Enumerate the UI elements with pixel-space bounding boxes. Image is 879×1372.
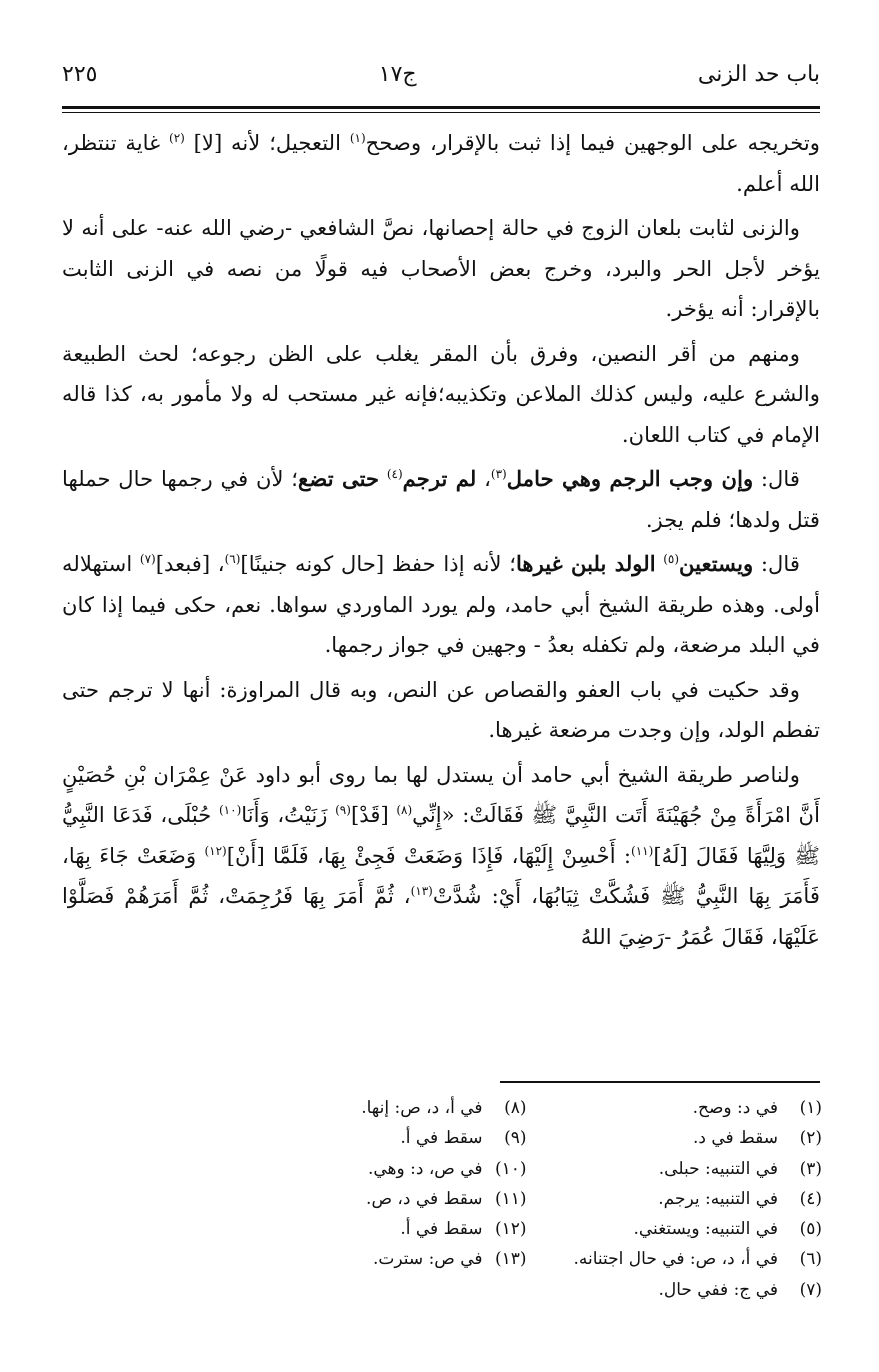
footnote-item — [527, 1244, 822, 1274]
footnote-marker: (٩) — [335, 802, 351, 817]
text-run: ، — [476, 466, 491, 491]
bold-text: الولد بلبن غيرها — [515, 551, 656, 576]
footnote-marker: (١٠) — [218, 802, 242, 817]
footnote-text: في أ، د، ص: في حال اجتنانه. — [573, 1249, 778, 1270]
footnote-text: سقط في أ. — [400, 1128, 483, 1149]
text-run: زَنَيْتُ، وَأَنَا — [241, 802, 336, 827]
footnote-marker: (٤) — [386, 466, 403, 481]
text-run: ؛ لأن في رجمها حال حملها قتل ولدها؛ فلم يجز. — [62, 466, 820, 532]
footnote-number: (١١) — [495, 1188, 527, 1209]
footnote-marker: (٣) — [490, 466, 507, 481]
footnote-item — [527, 1123, 822, 1153]
paragraph — [62, 334, 820, 456]
footnote-item — [527, 1214, 822, 1244]
text-run: ، ثُمَّ أَمَرَ بِهَا فَرُجِمَتْ، ثُمَّ أَمَرَهُمْ فَصَلَّوْا عَلَيْهَا، فَقَالَ عُمَرُ -رَضِيَ اللهُ — [62, 883, 820, 949]
text-run: قال: — [753, 466, 801, 491]
bold-text: وإن وجب الرجم وهي حامل — [506, 466, 754, 491]
footnote-number: (٤) — [799, 1188, 822, 1209]
footnote-number: (١٠) — [495, 1158, 527, 1179]
footnote-item — [240, 1093, 527, 1123]
footnote-text: في أ، د، ص: إنها. — [361, 1098, 483, 1118]
footnote-text: سقط في د. — [692, 1128, 778, 1149]
footnote-text: في ص: سترت. — [373, 1249, 483, 1270]
footnote-item — [527, 1184, 822, 1214]
bold-text: ويستعين — [679, 551, 754, 576]
paragraph — [62, 755, 820, 958]
text-run: قال: — [753, 551, 800, 576]
footnote-marker: (١٣) — [410, 883, 433, 898]
text-run: ولناصر طريقة الشيخ أبي حامد أن يستدل لها بما روى أبو داود عَنْ عِمْرَان بْنِ حُصَيْنٍ أَنَّ امْرَأَةً مِنْ جُهَيْنَةَ أَتَت النَّبِيَّ ﷺ فَقَالَتْ: «إِنِّي — [62, 761, 820, 827]
footnote-number: (٢) — [799, 1128, 822, 1149]
footnote-item — [527, 1275, 822, 1305]
text-run: التعجيل؛ لأنه [لا] — [184, 130, 350, 155]
footnote-text: في التنبيه: حبلى. — [658, 1158, 778, 1179]
footnote-item — [240, 1214, 527, 1244]
text-run: والزنى لثابت بلعان الزوج في حالة إحصانها، نصَّ الشافعي -رضي الله عنه- على أنه لا يؤخر لأجل الحر والبرد، وخرج بعض الأصحاب فيه قولًا من نصه في الزنى الثابت بالإقرار: أنه يؤخر. — [62, 215, 820, 321]
footnote-number: (٧) — [799, 1279, 822, 1300]
text-run: ، [فبعد] — [155, 551, 225, 576]
bold-text: لم ترجم — [402, 466, 477, 491]
footnote-item — [527, 1154, 822, 1184]
running-header — [62, 62, 820, 102]
footnote-marker: (٦) — [224, 551, 241, 566]
text-run: وتخريجه على الوجهين فيما إذا ثبت بالإقرار، وصحح — [365, 130, 820, 155]
footnote-marker: (١٢) — [204, 843, 227, 858]
footnote-marker: (٥) — [663, 551, 680, 566]
footnote-item — [240, 1244, 527, 1274]
footnote-text: في التنبيه: ويستغني. — [633, 1219, 778, 1240]
footnote-text: سقط في د، ص. — [366, 1188, 483, 1209]
paragraph — [62, 544, 820, 666]
footnote-number: (٥) — [799, 1219, 822, 1240]
footnotes — [240, 1093, 822, 1305]
page — [62, 62, 820, 961]
header-rule-thick — [62, 106, 820, 109]
paragraph — [62, 459, 820, 540]
text-run: [قَدْ] — [350, 802, 397, 827]
footnote-marker: (٨) — [396, 802, 413, 817]
footnote-number: (١٣) — [495, 1249, 527, 1270]
footnote-marker: (٢) — [169, 130, 185, 145]
text-run — [379, 466, 387, 491]
footnote-number: (٩) — [504, 1128, 527, 1149]
page-number: ٢٢٥ — [62, 62, 98, 87]
text-run: استهلاله أولى. وهذه طريقة الشيخ أبي حامد، ولم يورد الماوردي سواها. نعم، حكى فيما إذا كان في البلد مرضعة، ولم تكفله بعدُ - وجهين في جواز رجمها. — [62, 551, 820, 657]
text-run: : أَحْسِنْ إِلَيْهَا، فَإِذَا وَضَعَتْ فَجِئْ بِهَا، فَلَمَّا [أَنْ] — [226, 842, 632, 868]
footnote-marker: (١١) — [631, 843, 654, 858]
header-rule-thin — [62, 112, 820, 113]
text-run: وَضَعَتْ جَاءَ بِهَا، فَأَمَرَ بِهَا النَّبِيُّ ﷺ فَشُكَّتْ ثِيَابُهَا، أَيْ: شُدَّتْ — [62, 842, 820, 908]
footnote-number: (٦) — [799, 1249, 822, 1270]
bold-text: حتى تضع — [298, 466, 380, 491]
footnote-marker: (١) — [349, 130, 366, 145]
paragraph — [62, 208, 820, 330]
chapter-title: باب حد الزنى — [697, 62, 820, 87]
footnote-number: (٨) — [504, 1098, 527, 1118]
footnote-text: في التنبيه: يرجم. — [658, 1188, 778, 1209]
footnote-item — [240, 1123, 527, 1153]
footnote-text: في ص، د: وهي. — [367, 1158, 483, 1179]
text-run: غاية تنتظر، الله أعلم. — [62, 130, 820, 196]
footnote-text: في ج: ففي حال. — [658, 1279, 778, 1300]
footnotes-column-right — [527, 1093, 822, 1305]
footnote-item — [240, 1154, 527, 1184]
paragraph — [62, 123, 820, 204]
main-text — [62, 123, 820, 957]
footnote-item — [240, 1184, 527, 1214]
footnote-item — [527, 1093, 822, 1123]
footnote-number: (١٢) — [495, 1219, 527, 1240]
footnote-marker: (٧) — [139, 551, 156, 566]
footnote-text: في د: وصح. — [692, 1098, 778, 1118]
text-run: ؛ لأنه إذا حفظ [حال كونه جنينًا] — [240, 551, 516, 576]
volume-number: ج١٧ — [378, 62, 417, 87]
footnote-separator — [500, 1081, 820, 1083]
footnote-number: (٣) — [799, 1158, 822, 1179]
text-run: ومنهم من أقر النصين، وفرق بأن المقر يغلب على الظن رجوعه؛ لحث الطبيعة والشرع عليه، وليس كذلك الملاعن وتكذيبه؛فإنه غير مستحب له ولا مأمور به، كذا قاله الإمام في كتاب اللعان. — [62, 340, 820, 447]
text-run: حُبْلَى، فَدَعَا النَّبِيُّ ﷺ وَلِيَّهَا فَقَالَ [لَهُ] — [62, 802, 820, 868]
footnotes-column-left — [240, 1093, 527, 1305]
paragraph — [62, 670, 820, 751]
text-run: وقد حكيت في باب العفو والقصاص عن النص، وبه قال المراوزة: أنها لا ترجم حتى تفطم الولد، وإن وجدت مرضعة غيرها. — [62, 676, 820, 742]
footnote-text: سقط في أ. — [400, 1219, 483, 1240]
footnote-number: (١) — [799, 1098, 822, 1118]
